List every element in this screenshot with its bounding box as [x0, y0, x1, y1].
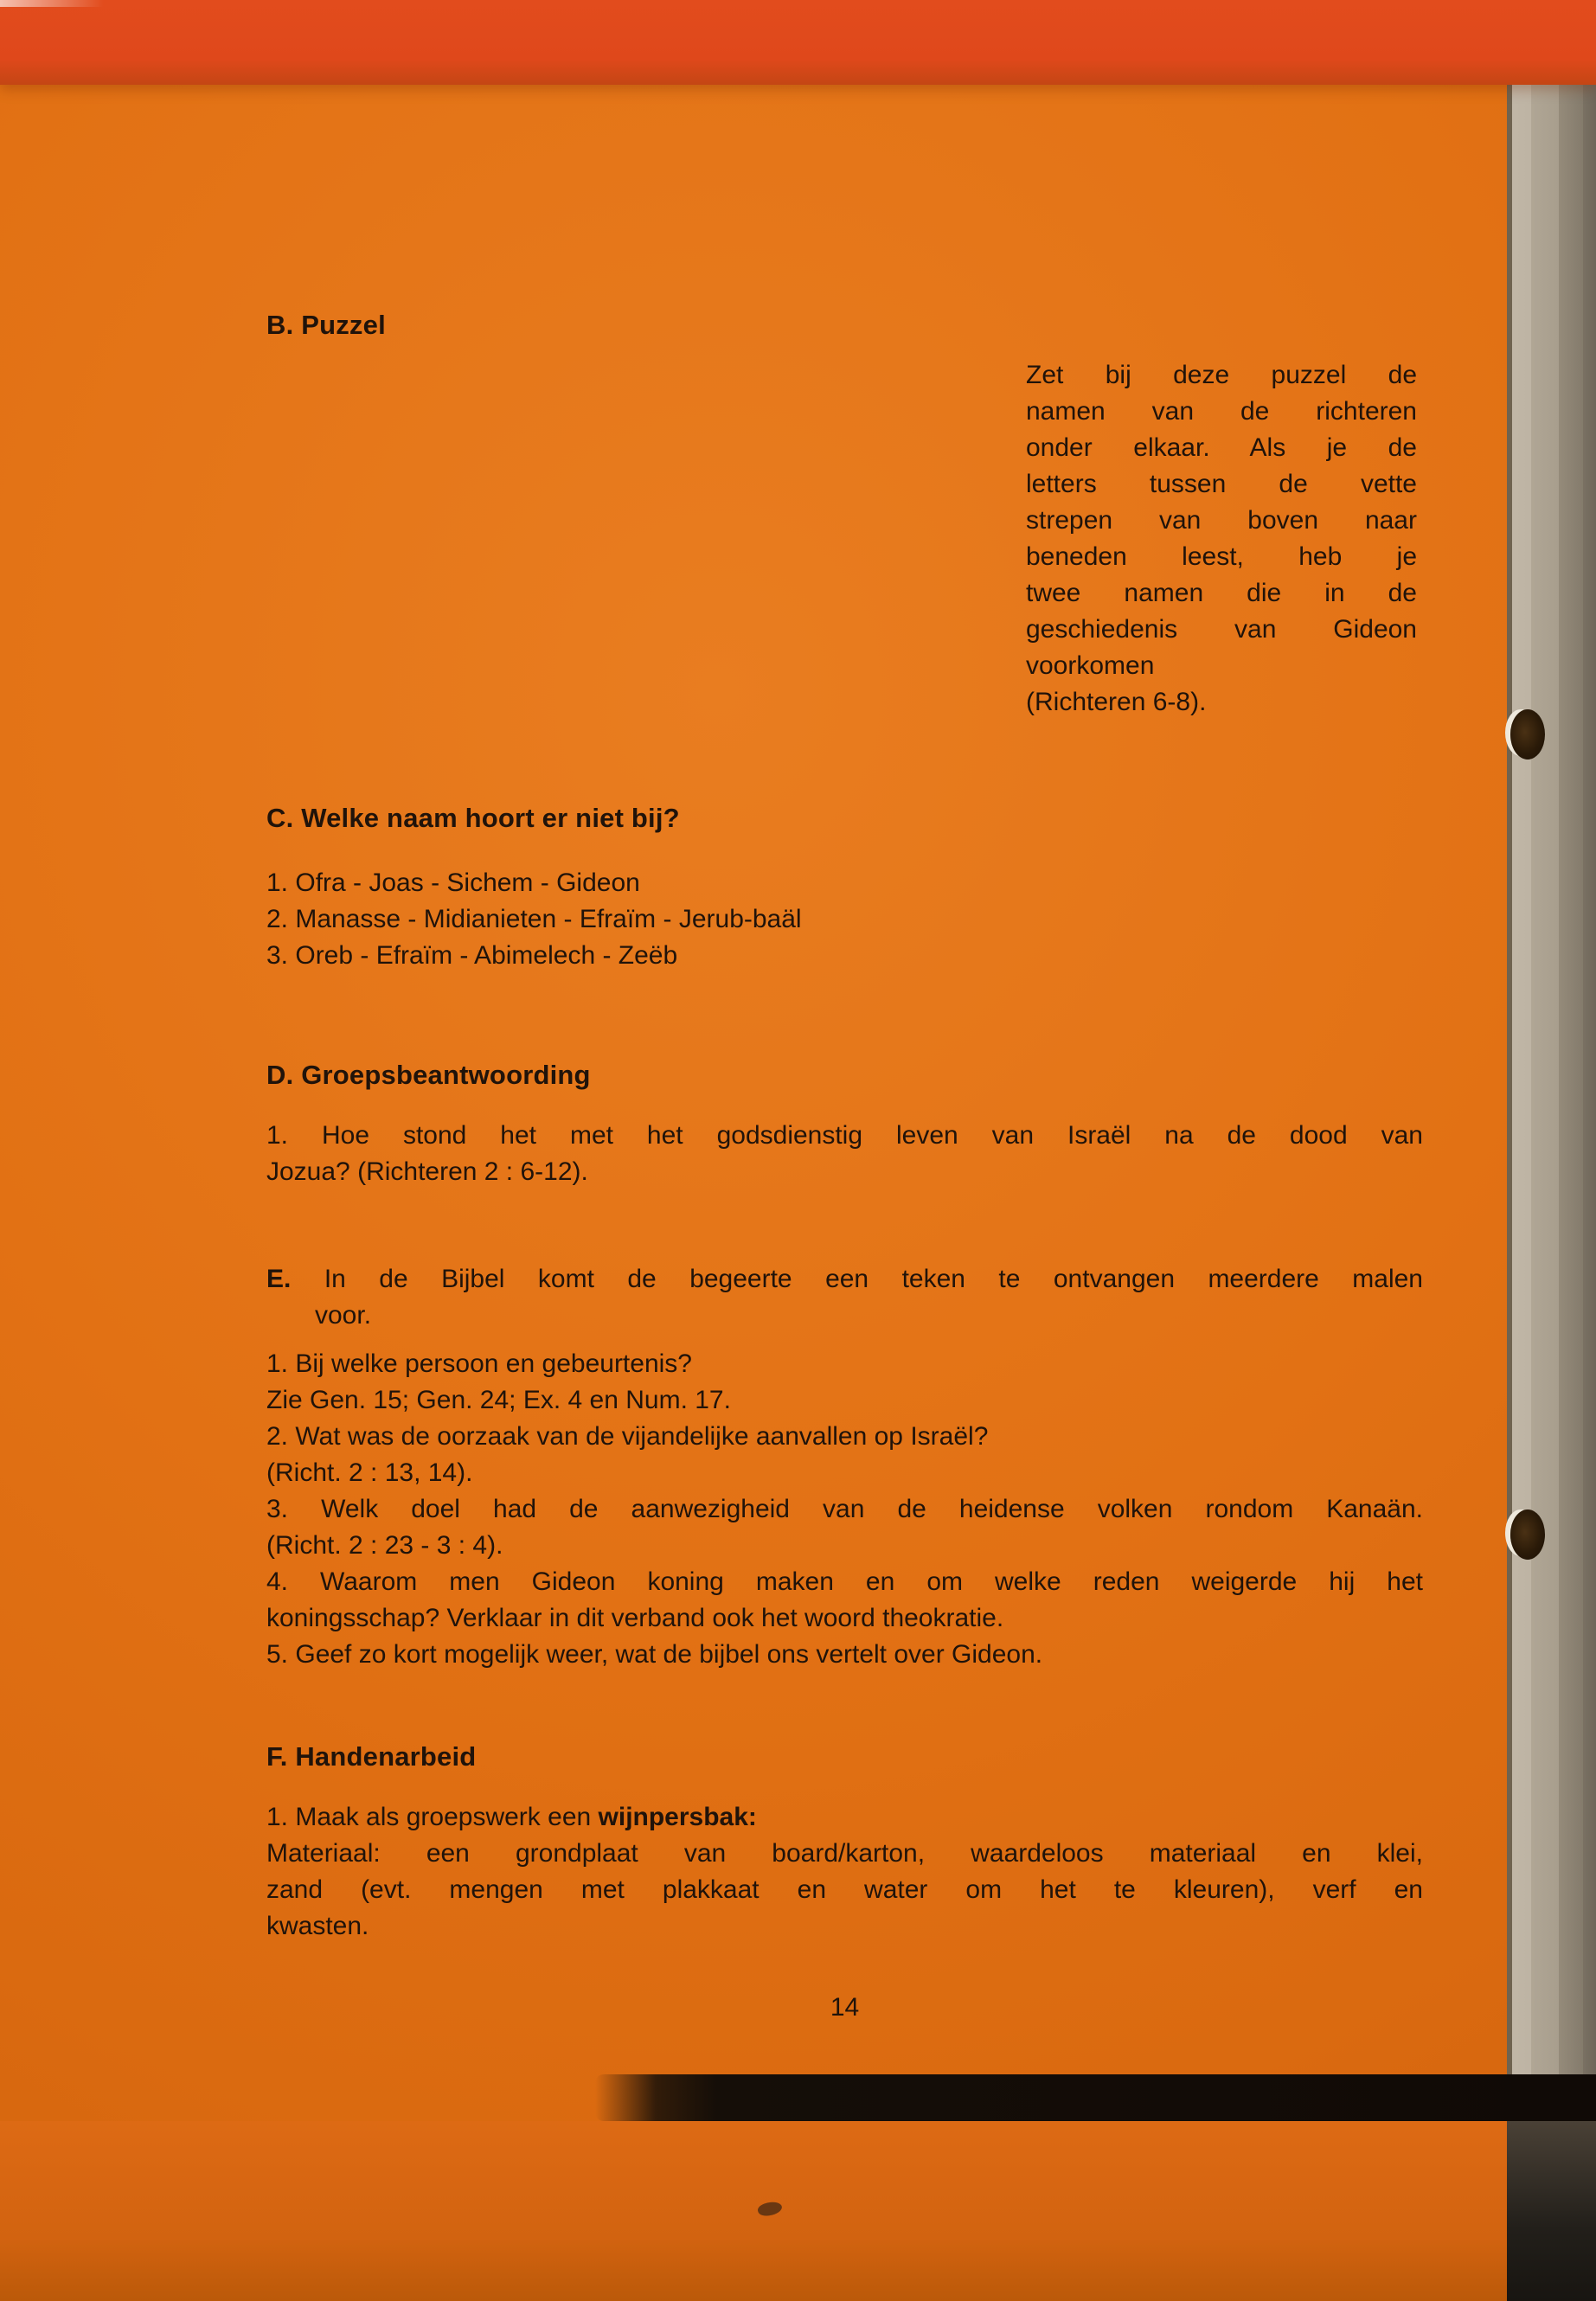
- question-line: koningsschap? Verklaar in dit verband ook het woord theokratie.: [266, 1604, 1004, 1632]
- puzzle-instructions-line: geschiedenis van Gideon: [1026, 615, 1417, 644]
- puzzle-instructions-line: twee namen die in de: [1026, 579, 1417, 607]
- question-line: 4. Waarom men Gideon koning maken en om welke reden weigerde hij het: [266, 1567, 1423, 1596]
- question-line: 1. Bij welke persoon en gebeurtenis?: [266, 1349, 692, 1378]
- section-b-heading: B. Puzzel: [266, 310, 386, 340]
- page-bottom-shadow: [595, 2074, 1596, 2121]
- materials-line: Materiaal: een grondplaat van board/karton, waardeloos materiaal en klei,: [266, 1839, 1423, 1868]
- puzzle-instructions-line: beneden leest, heb je: [1026, 542, 1417, 571]
- group-question-line: Jozua? (Richteren 2 : 6-12).: [266, 1157, 588, 1186]
- materials-line: kwasten.: [266, 1912, 369, 1940]
- puzzle-instructions-line: letters tussen de vette: [1026, 470, 1417, 498]
- book-edge-shadow: [1507, 2121, 1596, 2301]
- puzzle-instructions-line: onder elkaar. Als je de: [1026, 433, 1417, 462]
- section-d-heading: D. Groepsbeantwoording: [266, 1060, 591, 1090]
- binder-hole-bottom: [1510, 1509, 1545, 1560]
- craft-task-line: [266, 1799, 1423, 1836]
- craft-task-text: 1. Maak als groepswerk een: [266, 1803, 599, 1831]
- puzzle-instructions-line: Zet bij deze puzzel de: [1026, 361, 1417, 389]
- name-list-item: 2. Manasse - Midianieten - Efraïm - Jerub-baäl: [266, 905, 802, 933]
- page-top-edge: [0, 0, 1596, 85]
- puzzle-instructions-line: voorkomen: [1026, 651, 1155, 680]
- question-line: 3. Welk doel had de aanwezigheid van de heidense volken rondom Kanaän.: [266, 1495, 1423, 1523]
- puzzle-instructions-line: strepen van boven naar: [1026, 506, 1417, 535]
- name-list-item: 3. Oreb - Efraïm - Abimelech - Zeëb: [266, 941, 678, 970]
- puzzle-instructions-line: namen van de richteren: [1026, 397, 1417, 426]
- section-e-intro-line: [266, 1261, 1423, 1298]
- page-number: 14: [830, 1993, 860, 2022]
- question-line: Zie Gen. 15; Gen. 24; Ex. 4 en Num. 17.: [266, 1386, 731, 1414]
- section-e-label: E.: [266, 1265, 292, 1293]
- scan-corner-highlight: [0, 0, 104, 7]
- craft-task-bold: wijnpersbak:: [598, 1803, 757, 1831]
- section-f-heading: F. Handenarbeid: [266, 1741, 477, 1772]
- question-line: 2. Wat was de oorzaak van de vijandelijke aanvallen op Israël?: [266, 1422, 989, 1451]
- name-list-item: 1. Ofra - Joas - Sichem - Gideon: [266, 868, 640, 897]
- binder-hole-top: [1510, 709, 1545, 760]
- back-cover-edge: [0, 2121, 1507, 2301]
- section-e-intro-continuation: voor.: [315, 1301, 372, 1330]
- book-edge: [1507, 0, 1596, 2301]
- question-line: (Richt. 2 : 13, 14).: [266, 1458, 473, 1487]
- question-line: (Richt. 2 : 23 - 3 : 4).: [266, 1531, 503, 1560]
- materials-line: zand (evt. mengen met plakkaat en water om het te kleuren), verf en: [266, 1875, 1423, 1904]
- question-line: 5. Geef zo kort mogelijk weer, wat de bijbel ons vertelt over Gideon.: [266, 1640, 1043, 1669]
- section-e-intro-text: In de Bijbel komt de begeerte een teken te ontvangen meerdere malen: [324, 1265, 1423, 1293]
- puzzle-instructions-line: (Richteren 6-8).: [1026, 688, 1207, 716]
- group-question-line: 1. Hoe stond het met het godsdienstig leven van Israël na de dood van: [266, 1121, 1423, 1150]
- section-c-heading: C. Welke naam hoort er niet bij?: [266, 803, 680, 833]
